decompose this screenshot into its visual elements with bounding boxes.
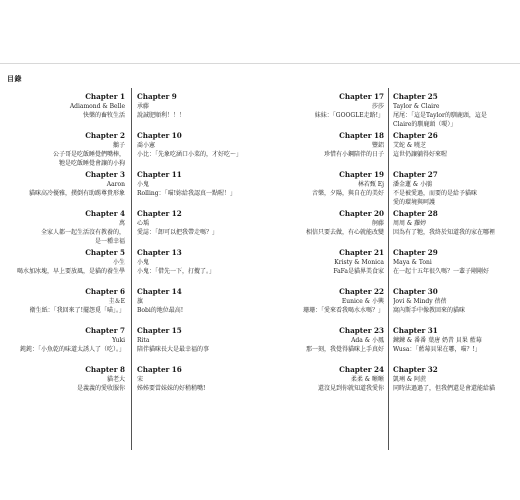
toc-entry	[137, 248, 262, 287]
chapter-heading: Chapter 10	[137, 131, 182, 140]
chapter-subtitle: 那一刻，我覺得貓咪上手真好	[305, 346, 384, 353]
toc-column-3	[262, 92, 384, 404]
chapter-author: Yuki	[112, 337, 125, 344]
chapter-author: Aaron	[106, 181, 125, 188]
chapter-heading: Chapter 27	[393, 170, 438, 179]
chapter-subtitle: 珍惜有小鋼陪伴的日子	[323, 151, 384, 158]
chapter-heading: Chapter 1	[85, 92, 125, 101]
chapter-author: 舸藤	[371, 220, 384, 227]
chapter-author: 萬	[118, 220, 125, 227]
chapter-heading: Chapter 12	[137, 209, 182, 218]
toc-entry	[393, 287, 518, 326]
chapter-author: Jovi & Mindy 蓓蓓	[393, 298, 447, 305]
toc-entry	[137, 287, 262, 326]
chapter-subtitle: 尾尾：「這是Taylor的馴鹿頭，這是	[393, 112, 487, 119]
toc-entry	[393, 170, 518, 209]
chapter-subtitle: 牠是吃飯睡覺會讓的小狗	[58, 160, 125, 167]
chapter-heading: Chapter 21	[339, 248, 384, 257]
chapter-subtitle: 在一起十五年很久嗎？一輩子剛剛好	[393, 268, 490, 275]
chapter-heading: Chapter 32	[393, 365, 438, 374]
toc-entry	[5, 248, 125, 287]
chapter-heading: Chapter 7	[85, 326, 125, 335]
chapter-subtitle: 是一種幸福	[94, 238, 125, 245]
chapter-author: Taylor & Claire	[393, 103, 440, 110]
chapter-heading: Chapter 24	[339, 365, 384, 374]
toc-entry	[5, 92, 125, 131]
chapter-author: Adiamond & Belle	[69, 103, 125, 110]
chapter-subtitle: 窩內斯手中像教回來的貓咪	[393, 307, 466, 314]
chapter-subtitle: 陪伴貓咪長大是最幸福的事	[137, 346, 210, 353]
chapter-subtitle: 喝水加冰塊，早上要放風，是貓的養生學	[16, 268, 125, 275]
chapter-subtitle: 愛誌：「卸可以把我帶走嗎？」	[137, 229, 219, 236]
chapter-author: 小生	[112, 259, 125, 266]
toc-entry	[262, 170, 384, 209]
toc-entry	[137, 209, 262, 248]
chapter-subtitle: 全家人都一起生活沒有教養的，	[40, 229, 125, 236]
page-title: 目錄	[7, 74, 22, 83]
chapter-subtitle: 妹妹：「GOOGLE走路!」	[314, 112, 384, 119]
chapter-author: 潘金蓮 & 小鵑	[393, 181, 433, 188]
toc-entry	[5, 170, 125, 209]
toc-entry	[393, 131, 518, 170]
chapter-heading: Chapter 4	[85, 209, 125, 218]
chapter-heading: Chapter 15	[137, 326, 182, 335]
chapter-heading: Chapter 18	[339, 131, 384, 140]
toc-entry	[137, 365, 262, 404]
toc-entry	[137, 131, 262, 170]
chapter-author: 承藤	[137, 103, 150, 110]
toc-entry	[5, 131, 125, 170]
toc-entry	[393, 326, 518, 365]
chapter-author: 林若甄 Ej	[357, 181, 384, 188]
chapter-author: 鍊鍊 & 番番 葉唐 奶昔 貝果 藍莓	[393, 337, 482, 344]
toc-column-1	[5, 92, 125, 404]
chapter-author: 柔柔 & 晰晰	[350, 376, 384, 383]
chapter-author: 豐鋁	[371, 142, 384, 149]
chapter-author: 周周 & 蘿婷	[393, 220, 427, 227]
chapter-subtitle: FaFa是貓界美食家	[333, 268, 384, 275]
chapter-subtitle: 小比：「先象吃涵口小菜的，才好吃～」	[137, 151, 243, 158]
chapter-author: 凱琍 & 阿蔗	[393, 376, 427, 383]
chapter-author: 心瑀	[137, 220, 150, 227]
chapter-author: 旗	[137, 298, 144, 305]
chapter-subtitle: 珊珊：「愛來看我喝水水嗎？」	[302, 307, 384, 314]
chapter-heading: Chapter 29	[393, 248, 438, 257]
chapter-author: 小鬼	[137, 181, 150, 188]
chapter-heading: Chapter 2	[85, 131, 125, 140]
chapter-heading: Chapter 23	[339, 326, 384, 335]
chapter-author: Maya & Toni	[393, 259, 432, 266]
chapter-author: 喬小憲	[137, 142, 156, 149]
chapter-author: Eunice & 小興	[341, 298, 384, 305]
chapter-heading: Chapter 3	[85, 170, 125, 179]
chapter-heading: Chapter 31	[393, 326, 438, 335]
chapter-author: 小鬼	[137, 259, 150, 266]
top-rule	[0, 63, 520, 64]
toc-entry	[137, 170, 262, 209]
toc-entry	[262, 92, 384, 131]
chapter-subtitle: 衛生紙：「我回來了!擺怨覓「喵」。」	[29, 307, 125, 314]
chapter-subtitle: 說誠肥順利！！！	[137, 112, 186, 119]
chapter-heading: Chapter 26	[393, 131, 438, 140]
toc-entry	[262, 287, 384, 326]
chapter-subtitle: 鈍鈍：「小魚乾的味道太誘人了（吃）。」	[19, 346, 125, 353]
chapter-subtitle: Bobi的地位最高!	[137, 307, 184, 314]
chapter-subtitle: 這世仍讓躺得好來喔	[393, 151, 448, 158]
chapter-subtitle: 姊姊要當妹妹的好稍稍嘴!	[137, 385, 206, 392]
chapter-subtitle: 快樂的畜牧生活	[82, 112, 125, 119]
chapter-heading: Chapter 13	[137, 248, 182, 257]
column-divider	[388, 88, 389, 450]
chapter-subtitle: Claire的馴鹿頭（嗄）」	[393, 121, 457, 128]
toc-entry	[5, 209, 125, 248]
chapter-subtitle: Rolling：「喵!妳給我認真一點喔！」	[137, 190, 237, 197]
chapter-heading: Chapter 22	[339, 287, 384, 296]
chapter-heading: Chapter 30	[393, 287, 438, 296]
chapter-heading: Chapter 5	[85, 248, 125, 257]
toc-entry	[393, 209, 518, 248]
toc-entry	[262, 365, 384, 404]
chapter-subtitle: 小鬼：「借先一下，打攪了。」	[137, 268, 216, 275]
toc-entry	[5, 326, 125, 365]
toc-entry	[137, 92, 262, 131]
chapter-heading: Chapter 8	[85, 365, 125, 374]
toc-column-4	[393, 92, 518, 404]
chapter-subtitle: 還沒見到你就知道我愛你	[317, 385, 384, 392]
chapter-author: 莎莎	[371, 103, 384, 110]
chapter-author: 宋	[137, 376, 144, 383]
toc-entry	[262, 326, 384, 365]
chapter-heading: Chapter 28	[393, 209, 438, 218]
chapter-subtitle: 相信只要去做，有心就能改變	[305, 229, 384, 236]
toc-entry	[262, 209, 384, 248]
toc-entry	[5, 365, 125, 404]
chapter-heading: Chapter 16	[137, 365, 182, 374]
chapter-heading: Chapter 25	[393, 92, 438, 101]
chapter-author: 艾蛇 & 曉芝	[393, 142, 427, 149]
chapter-heading: Chapter 11	[137, 170, 182, 179]
chapter-author: Rita	[137, 337, 150, 344]
chapter-subtitle: Wusa：「藍莓貝果在哪，喵？!」	[393, 346, 481, 353]
toc-entry	[262, 248, 384, 287]
chapter-subtitle: 同時法過過了，但我們還是會還能給貓	[393, 385, 496, 392]
chapter-heading: Chapter 9	[137, 92, 177, 101]
chapter-heading: Chapter 20	[339, 209, 384, 218]
toc-entry	[393, 92, 518, 131]
chapter-subtitle: 貓咪高冷優雅，撲倒有助踢尊貴形象	[28, 190, 125, 197]
chapter-subtitle: 音樂，夕陽，與自在的美好	[311, 190, 384, 197]
toc-entry	[262, 131, 384, 170]
toc-entry	[393, 248, 518, 287]
chapter-heading: Chapter 14	[137, 287, 182, 296]
chapter-author: 貓老大	[106, 376, 125, 383]
toc-entry	[393, 365, 518, 404]
chapter-author: Ada & 小鳳	[351, 337, 384, 344]
toc-column-2	[137, 92, 262, 404]
chapter-subtitle: 公子哥是吃飯睡覺們嘴棒，	[52, 151, 125, 158]
chapter-subtitle: 是義義的愛收服你	[76, 385, 125, 392]
column-divider	[131, 88, 132, 450]
chapter-subtitle: 愛的環境與呵護	[393, 199, 436, 206]
chapter-subtitle: 因為有了牠，我終於知道我的家在哪裡	[393, 229, 496, 236]
toc-entry	[137, 326, 262, 365]
chapter-author: 圭＆E	[108, 298, 125, 305]
chapter-heading: Chapter 19	[339, 170, 384, 179]
chapter-subtitle: 不是被愛過，而要的是給予貓咪	[393, 190, 478, 197]
chapter-heading: Chapter 17	[339, 92, 384, 101]
chapter-author: Kristy & Monica	[334, 259, 384, 266]
chapter-author: 鵝子	[112, 142, 125, 149]
toc-entry	[5, 287, 125, 326]
chapter-heading: Chapter 6	[85, 287, 125, 296]
